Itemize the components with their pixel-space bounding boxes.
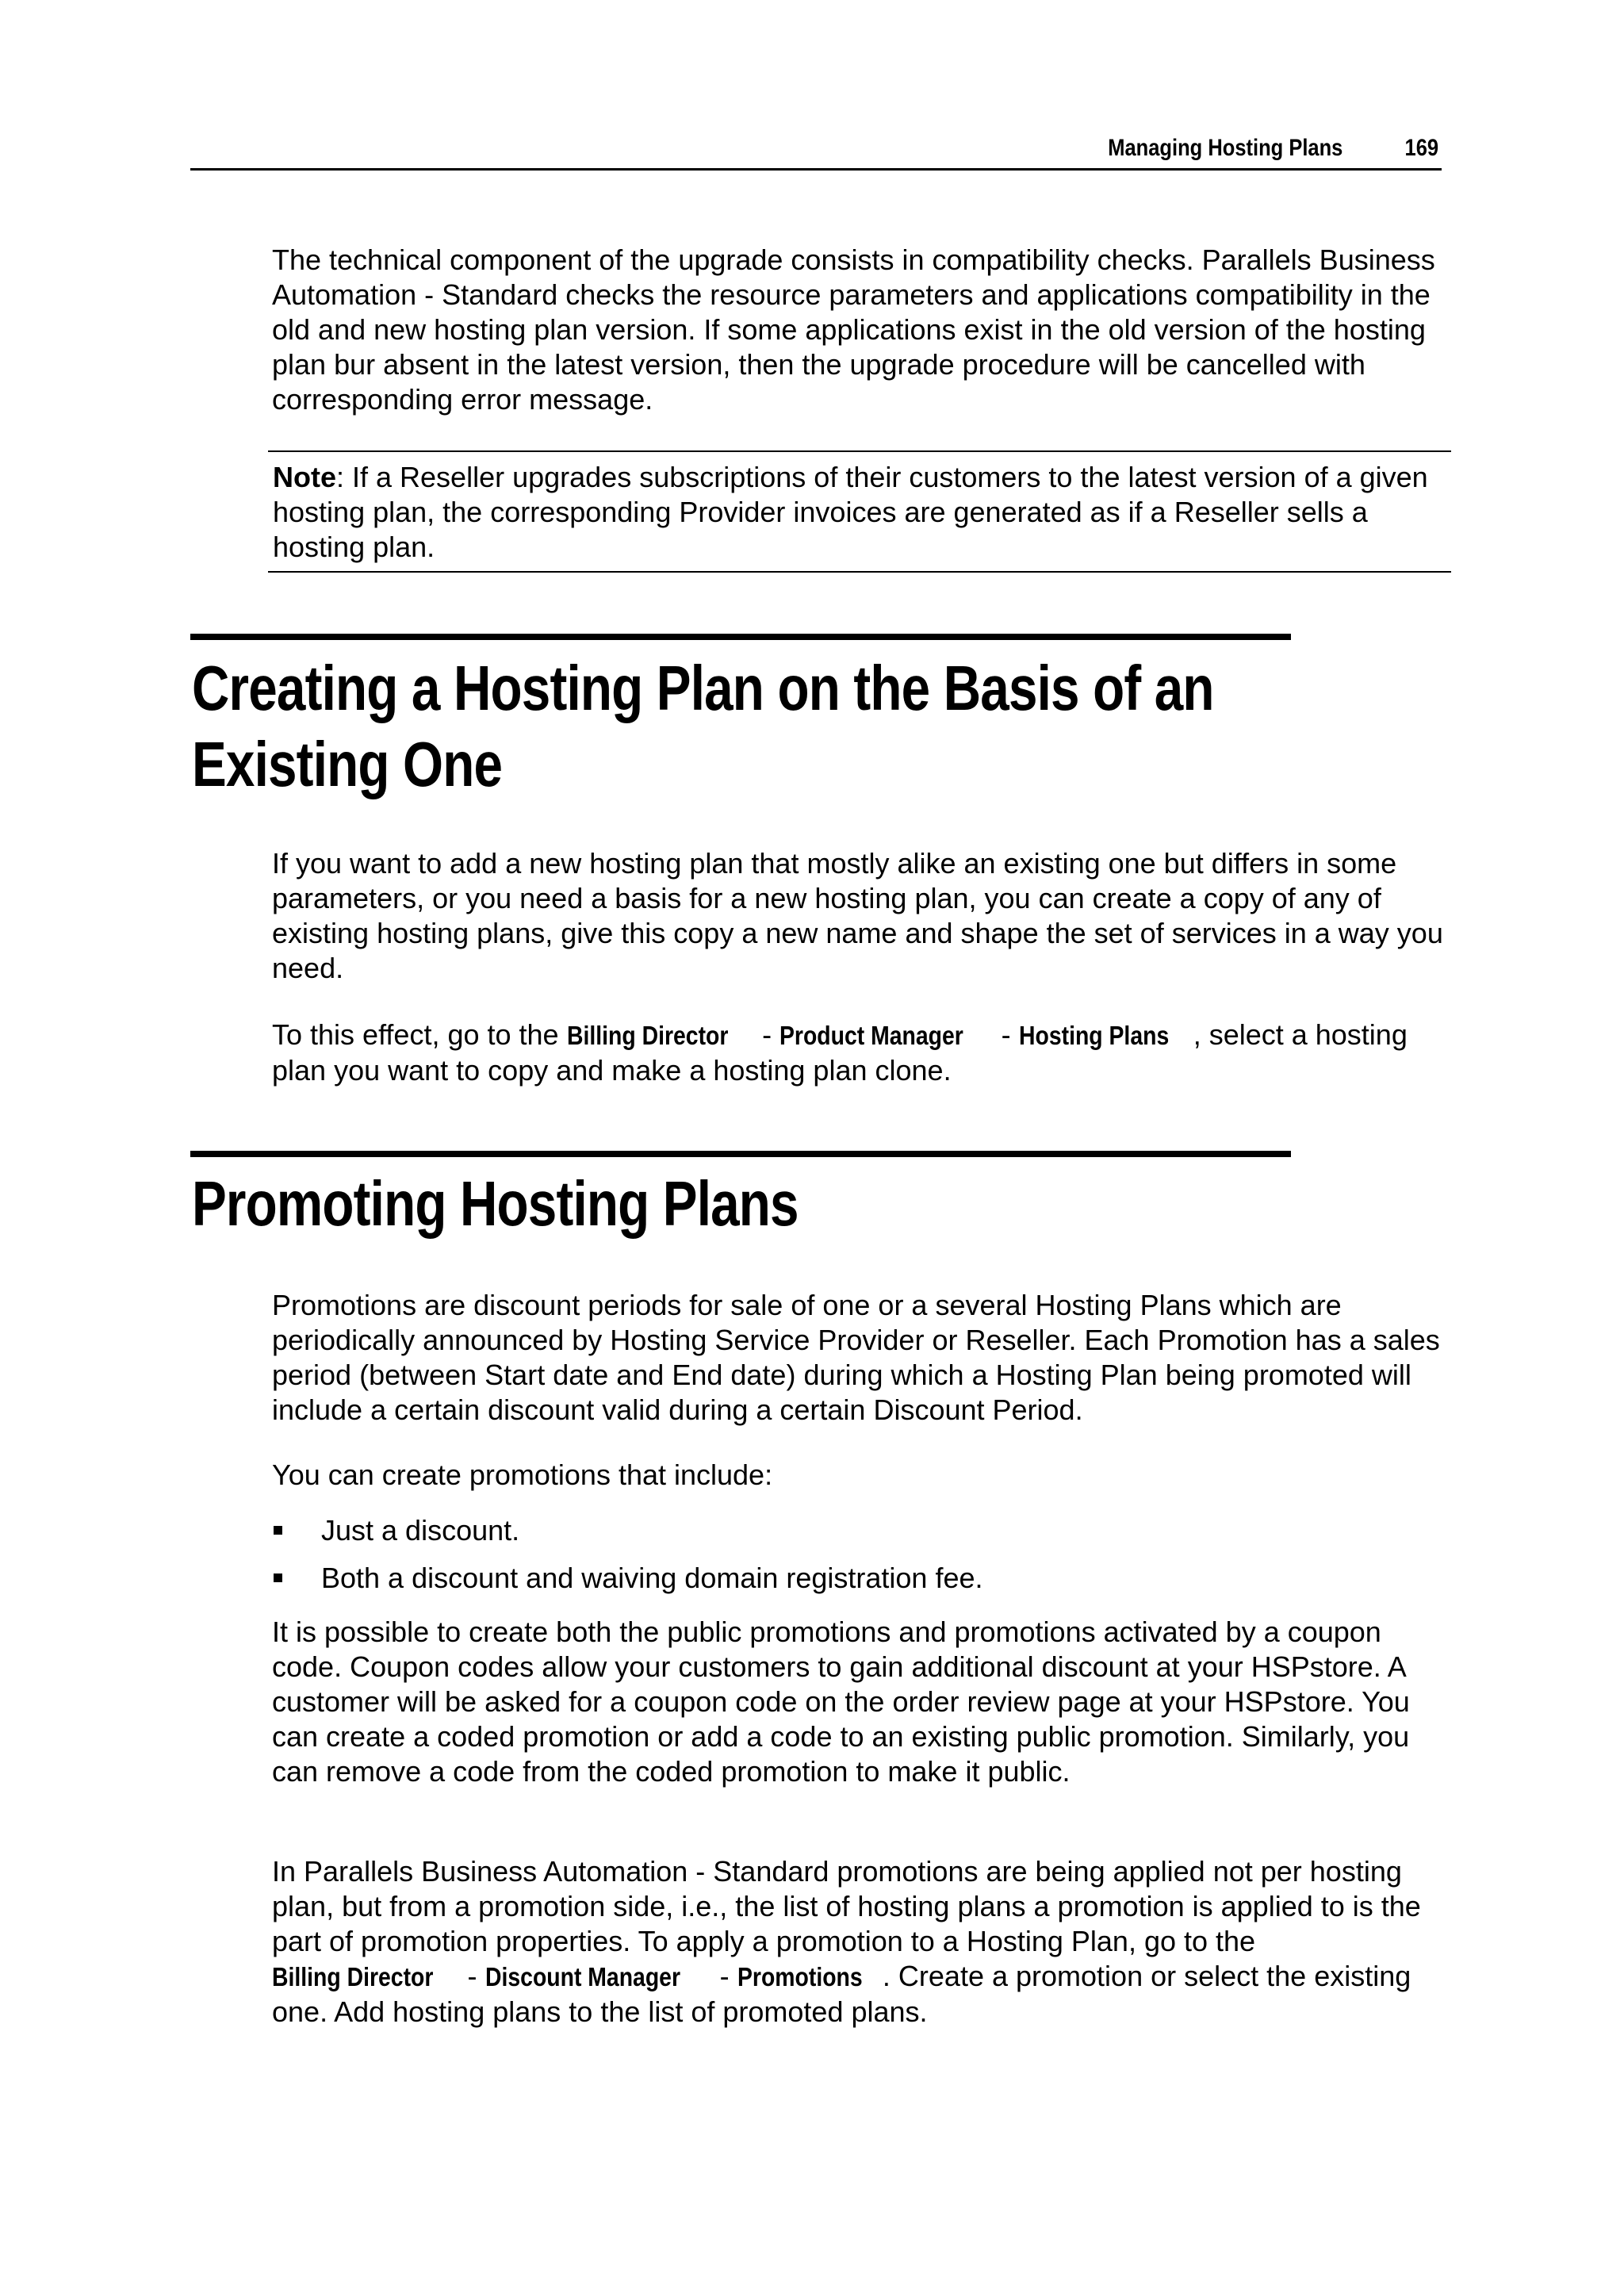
nav-separator: -: [993, 1018, 1019, 1051]
header-section-title: Managing Hosting Plans: [1107, 135, 1342, 161]
heading-creating: [192, 650, 1214, 803]
promoting-paragraph-2: You can create promotions that include:: [272, 1458, 773, 1491]
creating-p2-after: , select a hosting plan you want to copy and make a hosting plan clone.: [272, 1018, 1408, 1087]
promotion-types-list: [272, 1513, 1446, 1608]
heading-creating-line2: Existing One: [192, 729, 503, 799]
list-item: Both a discount and waiving domain registration fee.: [272, 1561, 1446, 1596]
heading-creating-line1: Creating a Hosting Plan on the Basis of an: [192, 653, 1214, 723]
nav-discount-manager: Discount Manager: [485, 1962, 680, 1991]
running-header: [190, 133, 1442, 171]
section-rule-promoting: [190, 1151, 1291, 1157]
bullet-icon: [274, 1573, 282, 1582]
nav-product-manager: Product Manager: [779, 1021, 963, 1050]
creating-p2-before: To this effect, go to the: [272, 1018, 567, 1051]
section-rule-creating: [190, 634, 1291, 640]
promoting-paragraph-3: It is possible to create both the public promotions and promotions activated by a coupon code. Coupon codes allow your customers to gain additional discount at your HSPstore. A customer will be asked for a coupon code on the order review page at your HSPstore. You can create a coded promotion or add a code to an existing public promotion. Similarly, you can remove a code from the coded promotion to make it public.: [272, 1616, 1410, 1788]
promoting-paragraph-4: [272, 1854, 1446, 2030]
promoting-p4-after: . Create a promotion or select the existing one. Add hosting plans to the list of promoted plans.: [272, 1960, 1411, 2028]
nav-separator: -: [459, 1960, 485, 1992]
nav-separator: -: [754, 1018, 780, 1051]
note-box: [268, 450, 1451, 573]
nav-promotions: Promotions: [737, 1962, 863, 1991]
bullet-icon: [274, 1526, 282, 1535]
nav-hosting-plans: Hosting Plans: [1018, 1021, 1169, 1050]
creating-paragraph-1: If you want to add a new hosting plan that mostly alike an existing one but differs in some parameters, or you need a basis for a new hosting plan, you can create a copy of any of existing hosting plans, give this copy a new name and shape the set of services in a way you need.: [272, 847, 1443, 984]
promoting-p4-before: In Parallels Business Automation - Standard promotions are being applied not per hosting plan, but from a promotion side, i.e., the list of hosting plans a promotion is applied to is the part of promotion properties. To apply a promotion to a Hosting Plan, go to the: [272, 1855, 1421, 1957]
note-label: Note: [273, 461, 336, 493]
nav-billing-director: Billing Director: [272, 1962, 434, 1991]
nav-separator: -: [711, 1960, 737, 1992]
page-number: 169: [1404, 135, 1438, 161]
heading-promoting: Promoting Hosting Plans: [192, 1168, 799, 1239]
nav-billing-director: Billing Director: [566, 1021, 728, 1050]
list-item: Just a discount.: [272, 1513, 1446, 1548]
intro-paragraph: The technical component of the upgrade consists in compatibility checks. Parallels Business Automation - Standard checks the resource parameters and applications compatibility in the old and new hosting plan version. If some applications exist in the old version of the hosting plan bur absent in the latest version, then the upgrade procedure will be cancelled with corresponding error message.: [272, 243, 1435, 416]
note-text: : If a Reseller upgrades subscriptions of their customers to the latest version of a given hosting plan, the corresponding Provider invoices are generated as if a Reseller sells a hosting plan.: [273, 461, 1428, 563]
promoting-paragraph-1: Promotions are discount periods for sale of one or a several Hosting Plans which are periodically announced by Hosting Service Provider or Reseller. Each Promotion has a sales period (between Start date and End date) during which a Hosting Plan being promoted will include a certain discount valid during a certain Discount Period.: [272, 1289, 1440, 1426]
creating-paragraph-2: [272, 1018, 1446, 1088]
